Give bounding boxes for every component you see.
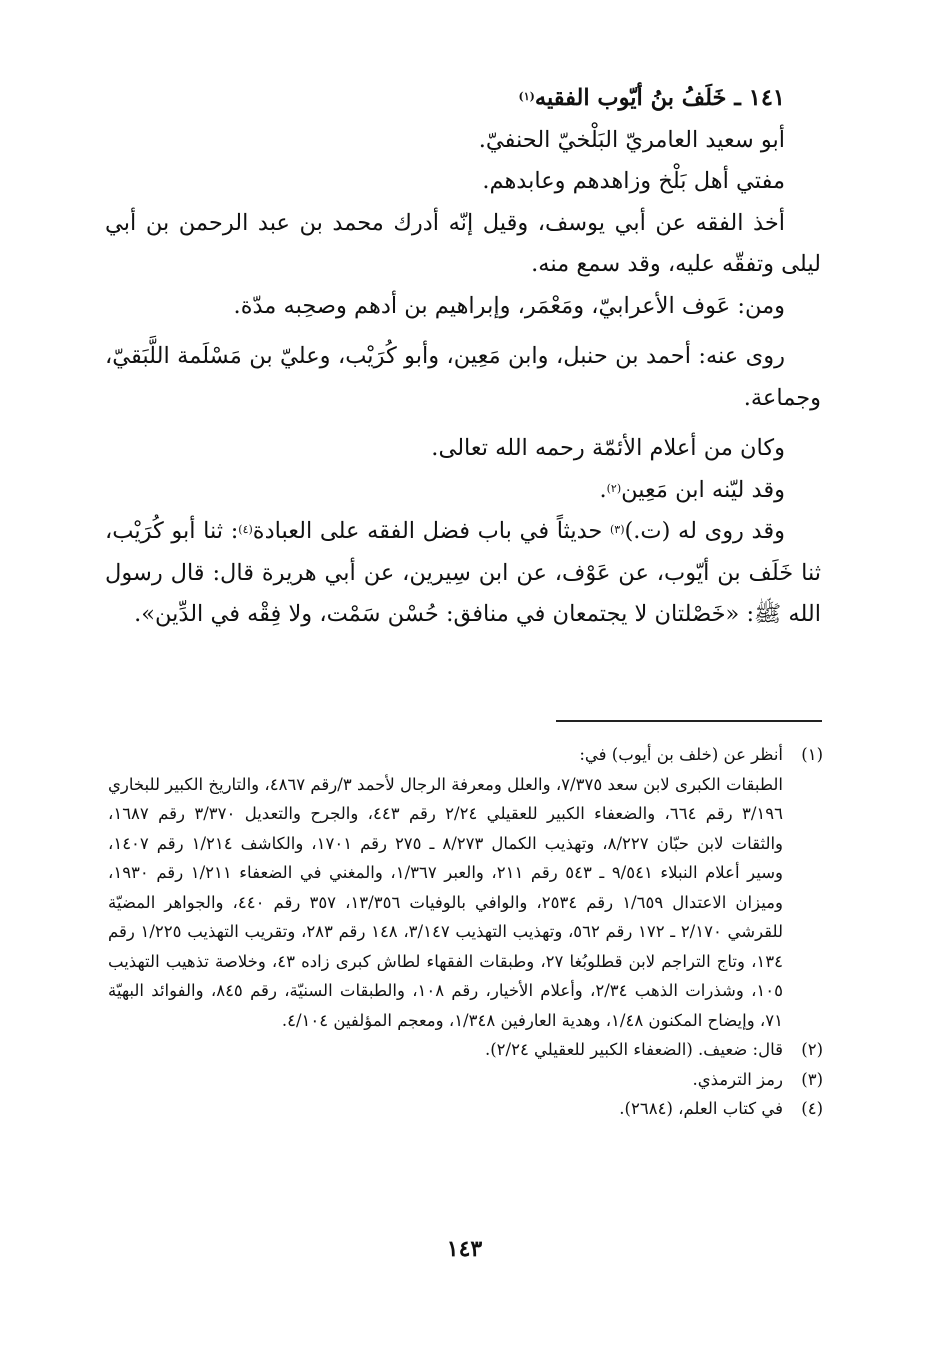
footnote-3 [108,1065,823,1095]
weakened-end: . [599,476,607,503]
footnote-ref-4: (٤) [238,523,253,536]
footnote-ref-1: (١) [518,90,535,103]
hadith-text-c: : ثنا أبو كُرَيْب، ثنا خَلَف بن أيّوب، عن عَوْف، عن ابن سِيرين، عن أبي هريرة قال: قال رسول الله ﷺ: «خَصْلتان لا يجتمعان في منافق: حُسْن سَمْت، ولا فِقْه في الدِّين». [105,518,821,627]
paragraph-students: روى عنه: أحمد بن حنبل، وابن مَعِين، وأبو كُرَيْب، وعليّ بن مَسْلَمة اللَّبَقيّ، وجماعة. [105,343,821,411]
footnotes [108,740,823,1124]
footnote-number: (٤) [801,1099,823,1118]
entry-number: ١٤١ [748,85,785,111]
weakened-text: وقد ليّنه ابن مَعِين [621,476,785,503]
page-number: ١٤٣ [446,1236,483,1262]
entry-name: خَلَفُ بنُ أيّوب الفقيه [534,85,727,111]
footnote-ref-3: (٣) [609,523,625,536]
hadith-text-b: حديثاً في باب فضل الفقه على العبادة [252,518,610,544]
footnote-number: (٢) [801,1040,823,1059]
footnote-1 [108,740,823,1035]
footnote-number: (١) [801,745,823,764]
entry-separator: ـ [726,85,749,111]
hadith-text-a: وقد روى له (ت.) [624,518,785,544]
paragraph-kunya: أبو سعيد العامريّ البَلْخيّ الحنفيّ. [478,126,785,153]
footnote-number: (٣) [801,1069,823,1089]
footnote-text: في كتاب العلم، (٢٦٨٤). [619,1099,783,1118]
footnote-text: قال: ضعيف. (الضعفاء الكبير للعقيلي ٢/٢٤). [484,1040,783,1059]
footnote-divider [556,720,822,722]
paragraph-teachers: ومن: عَوف الأعرابيّ، ومَعْمَر، وإبراهيم بن أدهم وصحِبه مدّة. [233,292,785,319]
footnote-sources: الطبقات الكبرى لابن سعد ٧/٣٧٥، والعلل ومعرفة الرجال لأحمد ٣/رقم ٤٨٦٧، والتاريخ الكبير للبخاري ٣/١٩٦ رقم ٦٦٤، والضعفاء الكبير للعقيلي ٢/٢٤ رقم ٤٤٣، والجرح والتعديل ٣/٣٧٠ رقم ١٦٨٧، والثقات لابن حبّان ٨/٢٢٧، وتهذيب الكمال ٨/٢٧٣ ـ ٢٧٥ رقم ١٧٠١، والكاشف ١/٢١٤ رقم ١٤٠٧، وسير أعلام النبلاء ٩/٥٤١ ـ ٥٤٣ رقم ٢١١، والعبر ١/٣٦٧، والمغني في الضعفاء ١/٢١١ رقم ١٩٣٠، وميزان الاعتدال ١/٦٥٩ رقم ٢٥٣٤، والوافي بالوفيات ١٣/٣٥٦، ٣٥٧ رقم ٤٤٠، والجواهر المضيّة للقرشي ٢/١٧٠ ـ ١٧٢ رقم ٥٦٢، وتهذيب التهذيب ٣/١٤٧، ١٤٨ رقم ٢٨٣، وتقريب التهذيب ١/٢٢٥ رقم ١٣٤، وتاج التراجم لابن قطلوبُغا ٢٧، وطبقات الفقهاء لطاش كبرى زاده ٤٣، وخلاصة تذهيب التهذيب ١٠٥، وشذرات الذهب ٢/٣٤، وأعلام الأخيار، رقم ١٠٨، والطبقات السنيّة، رقم ٨٤٥، والفوائد البهيّة ٧١، وإيضاح المكنون ١/٤٨، وهدية العارفين ١/٣٤٨، ومعجم المؤلفين ٤/١٠٤. [108,774,784,1030]
entry-heading [105,78,821,120]
footnote-text: رمز الترمذي. [692,1069,783,1089]
paragraph-mufti: مفتي أهل بَلْخ وزاهدهم وعابدهم. [482,168,785,194]
main-text [105,78,821,636]
footnote-lead: أنظر عن (خلف بن أيوب) في: [579,745,783,764]
paragraph-status: وكان من أعلام الأئمّة رحمه الله تعالى. [431,435,785,461]
paragraph-fiqh: أخذ الفقه عن أبي يوسف، وقيل إنّه أدرك محمد بن عبد الرحمن بن أبي ليلى وتفقّه عليه، وقد سمع منه. [105,209,821,277]
footnote-4 [108,1094,823,1124]
paragraph-weakened [105,470,821,512]
footnote-ref-2: (٢) [606,481,622,495]
footnote-2 [108,1035,823,1065]
paragraph-hadith [105,511,821,636]
